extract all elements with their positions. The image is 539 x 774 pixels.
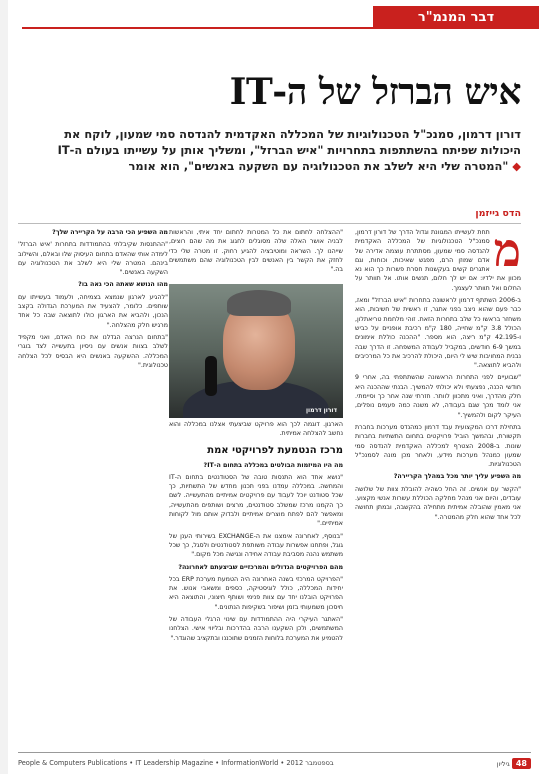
subhead-line-1: דורון דרמון, סמנכ"ל הטכנולוגיות של המכללה האקדמית להנדסה סמי שמעון, לוקח את	[64, 127, 521, 141]
subhead-line-2: היכולות שפיתח בהשתתפות בתחרויות "איש הברזל", ומשליך אותן על עשייתו בעולם ה-IT	[57, 143, 521, 157]
section-rule	[22, 27, 539, 29]
portrait-photo	[169, 284, 343, 418]
microphone-icon	[205, 356, 217, 396]
paragraph: "ההתנסות שקיבלתי בהתמודדות בתחרות 'איש הברזל' לימדה אותי שהאדם בתחום העיסוק שלו ובאלם, והשילוב בינהם. המטרה שלי היא לשלב את הטכנולוגיה עם השקעה באנשים."	[18, 241, 168, 277]
paragraph: "נושא אחד הוא התנסות טובה של הסטודנטים בתחום ה-IT והמחשה. במכללה עמדנו בפני תכנון מחדש של התשתיות, כך שכל סטודנט יוכל לעבוד עם פרויקטים אמיתיים מהתעשייה. לשם כך הקמנו מרכז שמשלב סטודנטים, מרצים ושותפים מהתעשייה, ומאפשר להם לפתח מוצרים אמיתיים ולבדוק אותם מול לקוחות אמיתיים."	[169, 473, 343, 528]
article-subhead	[18, 126, 521, 174]
paragraph: "האתגר העיקרי היה ההתמודדות עם שינוי הרגלי העבודה של המשתמשים, ולכן השקענו הרבה בהדרכות ובליווי אישי. הצלחנו להטמיע את המערכת בלוחות הזמנים שתוכננו ובתקציב שהוגדר."	[169, 616, 343, 642]
paragraph: ב-2006 השתתף דרמון לראשונה בתחרות "איש הברזל" ומאז, כבר פעם שהוא ניצב בפני אתגר, זו ראשית של חשיבות, הוא משחזר בראשו כל שלב בתחרות הזאת. זוהי מלחמת טריאתלון, הכולל 3.8 ק"מ שחייה, 180 ק"מ רכיבת אופניים על כביש ו-42.195 ק"מ ריצה, הוא מספר. "ההכנה כוללת אימונים במשך 6-9 חודשים, במקביל לעבודה המשפחה. זו הדרך שבה נבנית המחויבות שיש לי היום, היכולת להרכיב את כל המרכיבים ולהביא לתוצאה."	[355, 297, 521, 370]
issue-label: גיליון	[496, 759, 510, 768]
paragraph: בתחילת דרכו המקצועית עבד דרמון כמהנדס מערכות בחברת תקשורת, ובהמשך הוביל פרויקטים בתחום התשתיות בחברות שונות. ב-2008 הצטרף למכללה האקדמית להנדסה סמי שמעון כמנהל מערכות מידע, ולאחר מכן מונה לסמנכ"ל הטכנולוגיות.	[355, 423, 521, 469]
section-header	[373, 6, 539, 28]
paragraph: "בתחום הנרצה הגדלנו את כוח האדם, ואני מקפיד לשלב בצוות אנשים עם ניסיון בתעשייה לצד בוגרי המכללה. ההשקעה באנשים היא הבסיס לכל הצלחה טכנולוגית."	[18, 333, 168, 369]
subsection-heading: מרכז הנטמעת לפרויקטי אמת	[207, 444, 343, 456]
question: מה השפיע עליך יותר מכל במהלך הקריירה?	[393, 473, 521, 481]
byline-rule	[18, 223, 521, 224]
subhead-line-3	[18, 158, 521, 174]
question: מה השפיע הכי הרבה על הקריירה שלך?	[52, 229, 168, 236]
drop-cap: מ	[493, 228, 521, 277]
question: מהו הנושא שאתה הכי גאה בו?	[78, 281, 168, 289]
author-byline: הדס גייזמן	[475, 208, 521, 219]
diamond-icon: ◆	[512, 159, 521, 173]
subhead-quote: "המטרה שלי היא לשלב את הטכנולוגיה עם השקעה באנשים", הוא אומר	[128, 159, 509, 173]
paragraph: "שבועיים לפני התחרות הראשונה שהשתתפתי בה, אחרי 9 חודשי הכנה, נפצעתי ולא יכולתי להמשיך. הבנתי שההכנה היא חלק מהדרך, ואיני מתכוון לוותר. חזרתי שנה אחר כך וסיימתי. אני לומד מכך שגם בעבודה, לא משנה כמה פעמים נופלים, העיקר לקום ולהמשיך."	[355, 374, 521, 419]
photo-caption: דורון דרמון	[305, 407, 337, 414]
column-left-top	[169, 228, 343, 286]
question: מהם הפרויקטים הגדולים והמרכזיים שביצעתם לאחרונה?	[178, 563, 343, 571]
page-footer	[18, 756, 531, 770]
question: מה היו המיזמות הבולטים במכללה בתחום ה-IT?	[203, 461, 343, 469]
section-label: דבר המנמ"ר	[417, 9, 495, 25]
paragraph: "הקשר עם אנשים. זה החל כשהיה להובלת צוות של שלושה עובדים, והיום אני מנהל מחלקה הכוללת עשרות אנשי מקצוע. אני מאמין שהובלה אמיתית מתחילה בהקשבה, ובמתן תחושה לכל אחד שהוא חלק מהמטרה."	[355, 485, 521, 521]
paragraph: "בנוסף, לאחרונה אימצנו את ה-EXCHANGE בשירותי הענן של גוגל, ופתחנו אפשרות עבודה משותפת לסטודנטים ולסגל, כך שכל משתמש נהנה מסביבת עבודה אחידה ונגישה מכל מקום."	[169, 532, 343, 559]
article-headline: איש הברזל של ה-IT	[229, 71, 521, 113]
footer-issue	[497, 758, 531, 769]
column-right	[355, 228, 521, 718]
footer-publication: People & Computers Publications • IT Leadership Magazine • InformationWorld • 2012 בספטמבר	[18, 759, 334, 767]
page-margin	[0, 0, 8, 774]
photo-hair	[227, 290, 291, 316]
intro-text: תחת לעשייתו המגוונת וגדול הדרך של דורון דרמון, סמנכ"ל הטכנולוגיות של המכללה האקדמית להנדסה סמי שמעון, מסתתרת עוצמה אדירה של אדם שמוזן הרם, מפגש שאיכות, וכוחות, וגם אתגרים קשים בעקשנות חסרת פשרות כך הוא נא מכוון את ילדיו: אם יש לך חלום, תנשים אותו. אל תוותר על החלום ואל תוותר לעצמך.	[355, 229, 521, 292]
paragraph: "להגיע לארגון שנמצא בצמיחה, ולעמוד בעשייתו עם שותפים. כלומר, להצעיד את המערכת הגדולה בקצב הנכון, ולהביא את הארגון כולו לתוצאה שבה כל אחד מרגיש חלק מהצלחה."	[18, 293, 168, 329]
paragraph: "ההצלחה לחתום את כל המטרות לחתום יחד איתי, והראשות לבניה אושר האלה שלה מסוגלים לחגוג את מה שהם רוצים, שייהנו לך. השראה ומוטיבציה להגיע רחוק. זו מטרה שלי כדי לחזק את הקשר בין האנשים לבין הטכנולוגיה שהם משתמשים בה."	[169, 229, 343, 274]
paragraph: הארגון. דוגמה לכך הוא פרויקט שביצעתי אצלנו במכללה והוא נחשב להצלחה אמיתית.	[169, 421, 343, 438]
footer-rule	[18, 752, 531, 753]
page-number: 48	[512, 758, 531, 769]
column-left-lower	[169, 420, 343, 720]
paragraph	[355, 228, 521, 293]
paragraph: "הפרויקט המרכזי בשנה האחרונה היה הטמעת מערכת ERP בכל יחידות המכללה, כולל לוגיסטיקה, כספים ומשאבי אנוש. את הפרויקט הובלנו יחד עם צוות פנימי ושותף חיצוני, והתוצאה היא חיסכון משמעותי בזמן ושיפור בשקיפות הנתונים."	[169, 575, 343, 611]
column-far-left	[18, 228, 168, 418]
